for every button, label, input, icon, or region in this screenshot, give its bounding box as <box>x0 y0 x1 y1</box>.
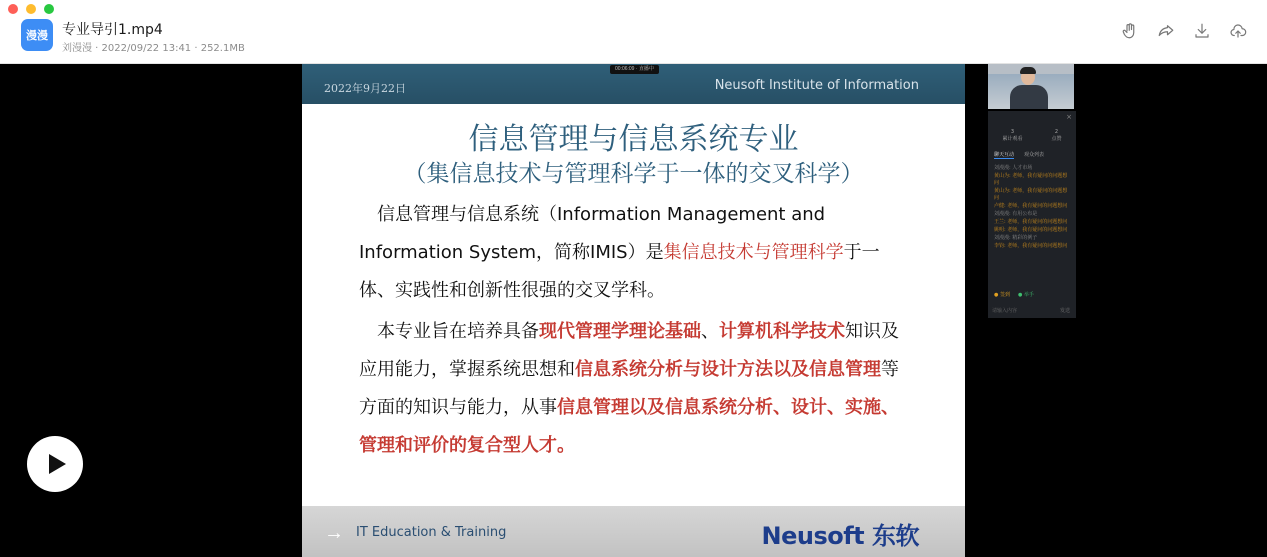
panel-actions <box>994 291 1034 298</box>
chat-message: 卢健: 老师，我有疑问的问题想问 <box>994 203 1068 209</box>
app-avatar-icon: 漫漫 <box>21 19 53 51</box>
chat-message: 姚明: 老师，我有疑问的问题想问 <box>994 227 1068 233</box>
slide-body <box>359 196 915 465</box>
panel-stats <box>988 129 1076 143</box>
para1-text-c: 于一体、实践性和创新性很强的交叉学科。 <box>359 242 880 301</box>
cloud-upload-icon[interactable] <box>1227 20 1249 42</box>
slide-subtitle: （集信息技术与管理科学于一体的交叉科学） <box>403 161 864 187</box>
chat-input[interactable]: 请输入内容 <box>992 308 1018 314</box>
tab-chat[interactable]: 聊天互动 <box>994 152 1015 158</box>
zoom-window-button[interactable] <box>44 4 54 14</box>
para2-highlight-3: 信息系统分析与设计方法以及信息管理 <box>575 359 881 380</box>
file-meta: 刘漫漫 · 2022/09/22 13:41 · 252.1MB <box>62 43 245 54</box>
slide-title: 信息管理与信息系统专业 <box>468 122 799 157</box>
title-bar <box>0 0 1267 64</box>
para2-text-e: 知识及应用能力，掌握系统思想和 <box>359 321 899 380</box>
slide-institute: Neusoft Institute of Information <box>714 78 919 93</box>
slide-footer <box>302 506 965 557</box>
video-frame-slide[interactable] <box>302 64 965 557</box>
share-icon[interactable] <box>1155 20 1177 42</box>
raise-hand-button[interactable]: ● 举手 <box>1017 292 1034 298</box>
chat-message: 李钧: 老师，我有疑问的问题想问 <box>994 243 1068 249</box>
paragraph-2 <box>359 313 915 465</box>
play-icon <box>49 454 66 474</box>
chat-message: 刘漫漫: 有用公布是 <box>994 211 1038 217</box>
chat-message: 刘漫漫: 人才市场 <box>994 165 1033 171</box>
para2-text-a: 本专业旨在培养具备 <box>377 321 539 342</box>
para1-text-a: 信息管理与信息系统（Information Management and Information System，简称IMIS）是 <box>359 204 826 263</box>
send-button[interactable]: 发送 <box>1059 308 1070 314</box>
chat-message: 王兰: 老师，我有疑问的问题想问 <box>994 219 1068 225</box>
arrow-right-icon: → <box>324 522 344 544</box>
minimize-window-button[interactable] <box>26 4 36 14</box>
para2-highlight-2: 计算机科学技术 <box>719 321 845 342</box>
play-button[interactable] <box>27 436 83 492</box>
checkin-button[interactable]: ● 签到 <box>994 292 1010 298</box>
toolbar <box>1119 20 1249 42</box>
para1-highlight: 集信息技术与管理科学 <box>663 242 844 263</box>
tab-audience[interactable]: 观众列表 <box>1024 152 1045 158</box>
chat-message: 黄山为: 老师，我有疑问的问题想问 <box>994 173 1068 186</box>
stat-viewers: 3 累计观看 <box>1002 129 1023 142</box>
recording-badge: 00:06:09 · 直播中 <box>610 65 659 74</box>
chat-message: 刘漫漫: 精彩的例子 <box>994 235 1038 241</box>
para2-text-g: 等方面的知识与能力，从事 <box>359 359 899 418</box>
chat-list <box>994 165 1072 251</box>
stat-likes: 2 点赞 <box>1051 129 1062 142</box>
chat-message: 黄山为: 老师，我有疑问的问题想问 <box>994 188 1068 201</box>
footer-text: IT Education & Training <box>356 525 507 540</box>
neusoft-logo: Neusoft 东软 <box>761 522 919 550</box>
hand-icon[interactable] <box>1119 20 1141 42</box>
slide-date: 2022年9月22日 <box>324 82 406 95</box>
download-icon[interactable] <box>1191 20 1213 42</box>
live-chat-panel <box>988 111 1076 318</box>
panel-tabs <box>994 151 1044 159</box>
para2-highlight-1: 现代管理学理论基础 <box>539 321 701 342</box>
file-title: 专业导引1.mp4 <box>62 22 163 38</box>
presenter-webcam <box>988 64 1074 109</box>
close-icon[interactable]: × <box>1066 113 1072 121</box>
close-window-button[interactable] <box>8 4 18 14</box>
para2-text-c: 、 <box>701 321 719 342</box>
slide-header <box>302 64 965 104</box>
para2-highlight-4: 信息管理以及信息系统分析、设计、实施、管理和评价的复合型人才。 <box>359 397 899 456</box>
paragraph-1 <box>359 196 915 310</box>
